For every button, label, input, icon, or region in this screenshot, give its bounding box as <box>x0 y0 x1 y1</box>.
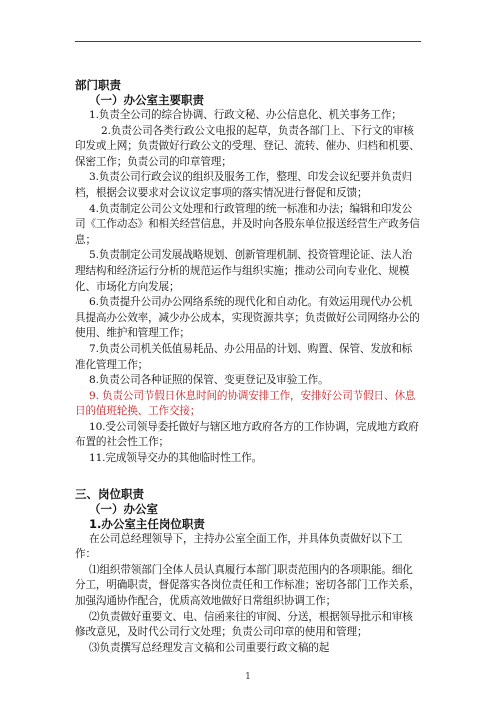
duty-item: 8.负责公司各种证照的保管、变更登记及审验工作。 <box>89 374 329 387</box>
duty-item: 2.负责公司各类行政公文电报的起草，负责各部门上、下行文的审核印发或上网；负责做好行政公文的受理、登记、流转、催办、归档和机要、保密工作；负责公司的印章管理； <box>75 124 420 168</box>
post-intro: 在公司总经理领导下，主持办公室全面工作，并具体负责做好以下工作： <box>75 532 403 561</box>
duty-item: 11.完成领导交办的其他临时性工作。 <box>89 452 263 465</box>
section-heading-post: 三、岗位职责 <box>75 486 144 501</box>
document-body <box>75 78 421 656</box>
subheading-office-duties: （一）办公室主要职责 <box>89 93 204 107</box>
duty-item: 6.负责提升公司办公网络系统的现代化和自动化。有效运用现代办公机具提高办公效率，减少办公成本，实现资源共享；负责做好公司网络办公的使用、维护和管理工作； <box>75 296 420 340</box>
duty-item: 7.负责公司机关低值易耗品、办公用品的计划、购置、保管、发放和标准化管理工作； <box>75 342 413 371</box>
duty-item: 10.受公司领导委托做好与辖区地方政府各方的工作协调，完成地方政府布置的社会性工作； <box>75 420 419 449</box>
duty-item-highlighted: 9. 负责公司节假日休息时间的协调安排工作，安排好公司节假日、休息日的值班轮换、工作交接； <box>75 389 416 418</box>
duty-item: 1.负责全公司的综合协调、行政文秘、办公信息化、机关事务工作； <box>89 109 402 121</box>
section-heading-dept: 部门职责 <box>75 78 121 92</box>
header-rule <box>75 41 421 42</box>
post-title: 1.办公室主任岗位职责 <box>89 516 205 531</box>
post-item: ⑶负责撰写总经理发言文稿和公司重要行政文稿的起 <box>89 641 330 654</box>
post-item: ⑴组织带领部门全体人员认真履行本部门职责范围内的各项职能。细化分工，明确职责，督促落实各岗位责任和工作标准；密切各部门工作关系，加强沟通协作配合，优质高效地做好日常组织协调工作； <box>75 563 420 608</box>
section-spacer <box>75 467 421 487</box>
duty-item: 5.负责制定公司发展战略规划、创新管理机制、投资管理论证、法人治理结构和经济运行分析的规范运作与组织实施；推动公司向专业化、规模化、市场化方向发展； <box>75 249 413 293</box>
subheading-post-office: （一）办公室 <box>89 501 158 516</box>
post-item: ⑵负责做好重要文、电、信函来往的审阅、分送，根据领导批示和审核修改意见，及时代公司行文处理；负责公司印章的使用和管理； <box>75 610 413 639</box>
duty-item: 3.负责公司行政会议的组织及服务工作，整理、印发会议纪要并负责归档，根据会议要求对会议议定事项的落实情况进行督促和反馈； <box>75 171 413 199</box>
duty-item: 4.负责制定公司公文处理和行政管理的统一标准和办法；编辑和印发公司《工作动态》和相关经营信息，并及时向各股东单位报送经营生产政务信息； <box>75 202 420 246</box>
page-number: 1 <box>245 672 251 682</box>
